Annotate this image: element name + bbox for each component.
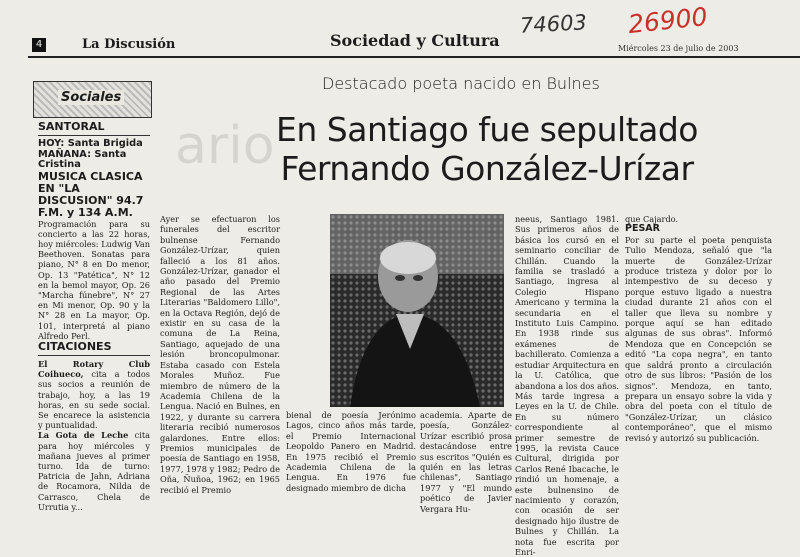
page-number: 4	[32, 38, 46, 52]
sidebar-rule	[38, 355, 150, 356]
article-column-4: neeus, Santiago 1981. Sus primeros años de básica los cursó en el seminario conciliar de Chillán. Cuando la familia se trasladó a Santiago, ingresa al Colegio Hispano Americano y termina la secundaria en el Instituto Luis Campino. En 1938 rinde sus exámenes de bachillerato. Comienza a estudiar Arquitectura en la U. Católica, que abandona a los dos años. Más tarde ingresa a Leyes en la U. de Chile. En su número correspondiente al primer semestre de 1995, la revista Cauce Cultural, dirigida por Carlos René Ibacache, le rindió un homenaje, a este bulnensino de nacimiento y corazón, con ocasión de ser designado hijo ilustre de Bulnes y Chillán. La nota fue escrita por Enri-	[515, 214, 619, 557]
headline-line: En Santiago fue sepultado	[276, 110, 698, 149]
sidebar-column	[38, 121, 150, 512]
headline-line: Fernando González-Urízar	[280, 149, 694, 188]
subheading-pesar: PESAR	[625, 223, 660, 235]
newspaper-name: La Discusión	[82, 37, 176, 52]
citation-text: cita a todos sus socios a reunión de trabajo, hoy, a las 19 horas, en su sede social. Se encarece la asistencia y puntualidad.	[38, 369, 150, 431]
santoral-tomorrow: MAÑANA: Santa Cristina	[38, 148, 127, 170]
header-rule	[28, 56, 800, 58]
column-text: que Cajardo.	[625, 214, 679, 224]
column-text: Por su parte el poeta penquista Tulio Mendoza, señaló que "la muerte de González-Urízar produce tristeza y dolor por lo intempestivo de su deceso y porque estuvo ligado a nuestra ciudad durante 21 años con el taller que lleva su nombre y porque aquí se han editado algunas de sus obras". Informó Mendoza que en Concepción se editó "La copa negra", en tanto que saldrá pronto a circulación otro de sus libros: "Pasión de los signos". Mendoza, en tanto, prepara un ensayo sobre la vida y obra del poeta con el título de "González-Urízar, un clásico contemporáneo", que el mismo revisó y autorizó su publicación.	[625, 234, 772, 443]
bleed-through-text: ario	[175, 116, 275, 176]
issue-date: Miércoles 23 de julio de 2003	[618, 44, 739, 53]
santoral-today: HOY: Santa Brigida	[38, 138, 143, 149]
santoral-heading: SANTORAL	[38, 120, 105, 133]
section-title: Sociedad y Cultura	[330, 31, 500, 50]
article-column-2: bienal de poesía Jerónimo Lagos, cinco años más tarde, el Premio Internacional Leopoldo Panero en Madrid. En 1975 recibió el Premio Academia Chilena de la Lengua. En 1976 fue designado miembro de dicha	[286, 410, 416, 493]
article-column-1: Ayer se efectuaron los funerales del escritor bulnense Fernando González-Urízar, quien falleció a los 81 años. González-Urízar, ganador el año pasado del Premio Regional de las Artes Literarias "Baldomero Lillo", en la Octava Región, dejó de existir en su casa de la comuna de La Reina, Santiago, aquejado de una lesión broncopulmonar. Estaba casado con Estela Morales Muñoz. Fue miembro de número de la Academia Chilena de la Lengua. Nació en Bulnes, en 1922, y durante su carrera literaria recibió numerosos galardones. Entre ellos: Premios municipales de poesía de Santiago en 1958, 1977, 1978 y 1982; Pedro de Oña, Ñuñoa, 1962; en 1965 recibió el Premio	[160, 214, 280, 495]
handwritten-archive-number: 74603	[519, 10, 588, 38]
sociales-tab-label: Sociales	[58, 90, 124, 105]
article-headline	[267, 110, 707, 188]
poet-portrait-photo	[330, 214, 504, 407]
music-heading: MUSICA CLASICA EN "LA DISCUSION" 94.7 F.M. y 134 A.M.	[38, 169, 144, 219]
citation-title: El Rotary Club Coihueco,	[38, 358, 150, 380]
article-kicker: Destacado poeta nacido en Bulnes	[322, 74, 600, 93]
article-column-3: academia. Aparte de poesía, González-Urízar escribió prosa destacándose entre sus escritos "Quién es quién en las letras chilenas", Santiago 1977 y "El mundo poético de Javier Vergara Hu-	[420, 410, 512, 514]
article-column-5	[625, 214, 772, 443]
citation-text: cita para hoy miércoles y mañana jueves al primer turno. Ida de turno: Patricia de Jahn, Adriana de Rocamora, Nilda de Carrasco, Chela de Urrutia y...	[38, 430, 151, 512]
citation-title: La Gota de Leche	[38, 430, 129, 441]
music-program-text: Programación para su concierto a las 22 horas, hoy miércoles: Ludwig Van Beethoven. Sonatas para piano, N° 8 en Do menor, Op. 13 "Patética", N° 12 en la bemol mayor, Op. 26 "Marcha fúnebre", N° 27 en Mi menor, Op. 90 y la N° 28 en La mayor, Op. 101, interpretá al piano Alfredo Perl.	[38, 218, 150, 341]
sidebar-rule	[38, 135, 150, 136]
handwritten-red-number: 26900	[626, 1, 709, 40]
citaciones-heading: CITACIONES	[38, 339, 112, 353]
